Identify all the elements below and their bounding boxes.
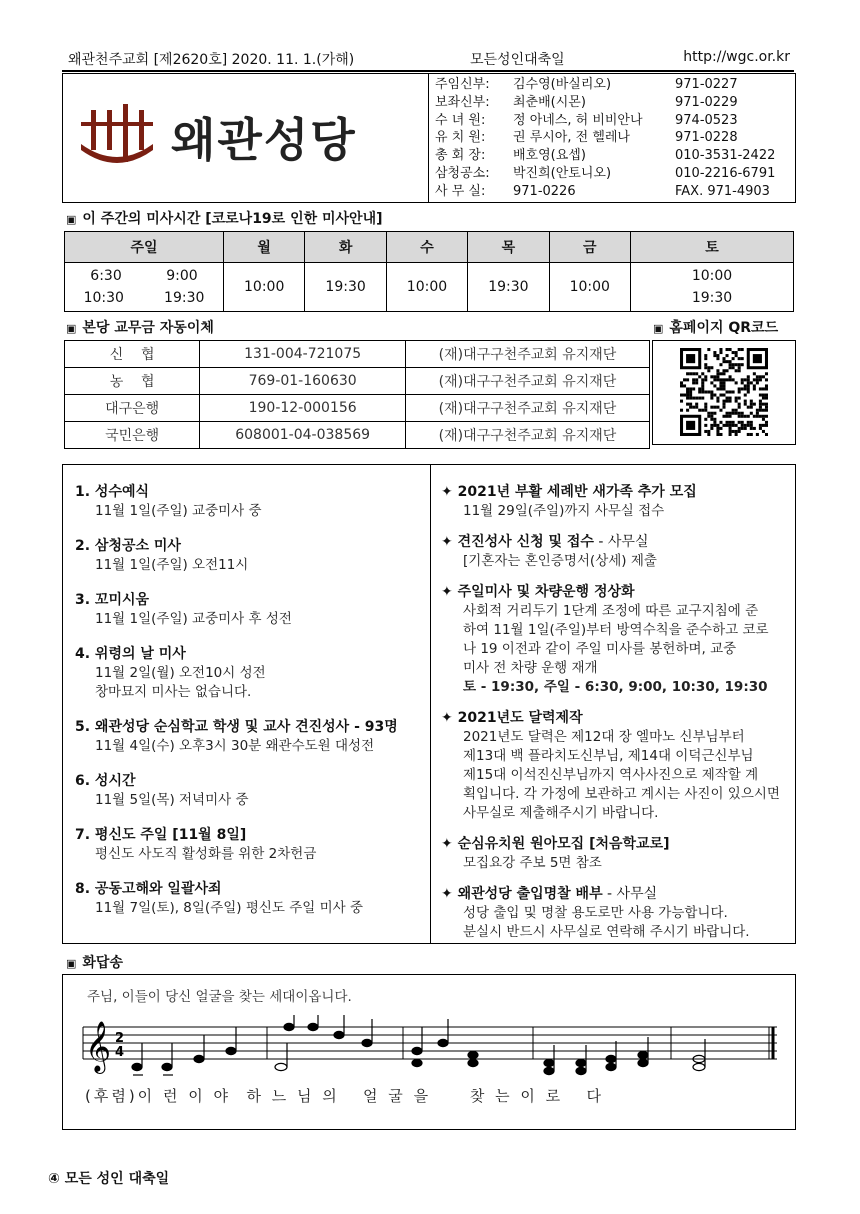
- schedule-item-detail: 창마묘지 미사는 없습니다.: [95, 684, 252, 700]
- schedule-item-title: 4. 위령의 날 미사: [75, 646, 186, 662]
- announcement-title-text: 순심유치원 원아모집 [처음학교로]: [457, 836, 670, 852]
- staff-row: [435, 112, 791, 130]
- parish-name-logo: 왜관성당: [171, 113, 357, 167]
- announcement-detail: 제13대 백 플라치도신부님, 제14대 이덕근신부님: [463, 748, 754, 764]
- schedule-item-title: 5. 왜관성당 순심학교 학생 및 교사 견진성사 - 93명: [75, 719, 398, 735]
- bank-bank: 신 협: [65, 341, 200, 368]
- announcement-title-text: 왜관성당 출입명찰 배부: [457, 886, 603, 902]
- staff-role: 수 녀 원:: [435, 112, 486, 128]
- schedule-item-detail: 11월 2일(월) 오전10시 성전: [95, 665, 266, 681]
- day-thursday: 목: [468, 232, 549, 263]
- bank-account: 608001-04-038569: [200, 422, 406, 449]
- announcements-column: [441, 479, 791, 942]
- staff-phone: 971-0228: [675, 130, 738, 146]
- announcement-item: [441, 885, 791, 942]
- announcement-title-text: 2021년도 달력제작: [457, 710, 583, 726]
- schedule-item-detail: 11월 7일(토), 8일(주일) 평신도 주일 미사 중: [95, 900, 364, 916]
- staff-phone: 010-2216-6791: [675, 165, 776, 181]
- announcement-detail: 사무실로 제출해주시기 바랍니다.: [463, 805, 659, 821]
- schedule-item-detail: 11월 1일(주일) 오전11시: [95, 557, 249, 573]
- announcement-detail: 나 19 이전과 같이 주일 미사를 봉헌하며, 교중: [463, 641, 737, 657]
- bank-bank: 대구은행: [65, 395, 200, 422]
- bank-section-title: ▣ 본당 교무금 자동이체: [66, 320, 214, 336]
- announcement-title: [441, 885, 791, 904]
- issue-header-bar: [62, 46, 794, 72]
- announcement-detail: 제15대 이석진신부님까지 역사사진으로 제작할 계: [463, 767, 759, 783]
- star-bullet-icon: ✦: [441, 710, 458, 726]
- parish-schedule-column: [75, 479, 425, 918]
- schedule-item-title: 1. 성수예식: [75, 484, 150, 500]
- music-staff: [77, 1015, 781, 1085]
- announcement-detail: 성당 출입 및 명찰 용도로만 사용 가능합니다.: [463, 905, 728, 921]
- mass-header-row: [65, 232, 794, 263]
- announcement-title-text: 견진성사 신청 및 접수: [457, 534, 594, 550]
- psalm-box: [62, 974, 796, 1130]
- staff-role: 보좌신부:: [435, 94, 490, 110]
- square-bullet-icon: ▣: [66, 213, 77, 226]
- bank-account: 769-01-160630: [200, 368, 406, 395]
- sunday-times: 6:30 9:00 10:30 19:30: [65, 263, 224, 312]
- psalm-section-title: ▣ 화답송: [66, 955, 123, 971]
- day-sunday: 주일: [65, 232, 224, 263]
- bank-bank: 국민은행: [65, 422, 200, 449]
- announcement-item: [441, 583, 791, 697]
- star-bullet-icon: ✦: [441, 886, 458, 902]
- svg-text:2: 2: [115, 1031, 125, 1046]
- staff-directory: [435, 76, 791, 201]
- star-bullet-icon: ✦: [441, 836, 458, 852]
- announcement-item: [441, 533, 791, 571]
- announcement-detail: 분실시 반드시 사무실로 연락해 주시기 바랍니다.: [463, 924, 750, 940]
- staff-name: 정 아네스, 허 비비안나: [513, 112, 643, 128]
- staff-phone: 971-0227: [675, 77, 738, 92]
- friday-time: 10:00: [549, 263, 630, 312]
- schedule-item: [75, 826, 425, 864]
- schedule-item: [75, 537, 425, 575]
- bank-bank: 농 협: [65, 368, 200, 395]
- schedule-item-detail: 11월 1일(주일) 교중미사 후 성전: [95, 611, 292, 627]
- announcement-title: [441, 709, 791, 728]
- staff-phone: 974-0523: [675, 112, 738, 128]
- bank-row: [65, 368, 650, 395]
- schedule-item: [75, 772, 425, 810]
- day-tuesday: 화: [305, 232, 386, 263]
- column-divider: [430, 465, 431, 943]
- parish-issue-text: 왜관천주교회 [제2620호] 2020. 11. 1.(가해): [68, 52, 355, 68]
- announcement-item: [441, 709, 791, 823]
- bank-row: [65, 422, 650, 449]
- square-bullet-icon: ▣: [653, 322, 664, 335]
- staff-role: 삼청공소:: [435, 165, 490, 181]
- schedule-item: [75, 718, 425, 756]
- schedule-item-title: 3. 꼬미시움: [75, 592, 150, 608]
- schedule-item-title: 2. 삼청공소 미사: [75, 538, 181, 554]
- announcement-detail: 모집요강 주보 5면 참조: [463, 855, 602, 871]
- announcement-detail: 미사 전 차량 운행 재개: [463, 660, 598, 676]
- staff-row: [435, 165, 791, 183]
- monday-time: 10:00: [224, 263, 305, 312]
- homepage-qr-code-icon[interactable]: [679, 348, 769, 436]
- bank-account-table: [64, 340, 650, 449]
- day-saturday: 토: [631, 232, 794, 263]
- announcement-detail: 하여 11월 1일(주일)부터 방역수칙을 준수하고 코로: [463, 622, 769, 638]
- staff-name: 배호영(요셉): [513, 148, 586, 164]
- staff-role: 사 무 실:: [435, 183, 486, 199]
- staff-name: 최춘배(시몬): [513, 94, 586, 110]
- announcement-location: - 사무실: [602, 886, 658, 902]
- square-bullet-icon: ▣: [66, 322, 77, 335]
- staff-phone: 010-3531-2422: [675, 148, 776, 164]
- website-link[interactable]: http://wgc.or.kr: [683, 49, 790, 65]
- staff-row: [435, 76, 791, 94]
- schedule-item-detail: 11월 1일(주일) 교중미사 중: [95, 503, 262, 519]
- staff-name: 김수영(바실리오): [513, 77, 612, 92]
- thursday-time: 19:30: [468, 263, 549, 312]
- schedule-item: [75, 645, 425, 702]
- announcement-title-text: 주일미사 및 차량운행 정상화: [457, 584, 635, 600]
- bank-row: [65, 395, 650, 422]
- staff-name: 971-0226: [513, 183, 576, 199]
- psalm-refrain: (후렴)이 런 이 야 하 느 님 의 얼 굴 을 찾 는 이 로 다: [85, 1087, 604, 1105]
- staff-role: 주임신부:: [435, 77, 490, 92]
- announcement-item: [441, 835, 791, 873]
- day-friday: 금: [549, 232, 630, 263]
- announcement-detail: 2021년도 달력은 제12대 장 엘마노 신부님부터: [463, 729, 745, 745]
- psalm-verse: 주님, 이들이 당신 얼굴을 찾는 세대이옵니다.: [87, 989, 352, 1005]
- schedule-item-detail: 11월 5일(목) 저녁미사 중: [95, 792, 249, 808]
- logo-area: [63, 74, 429, 202]
- staff-role: 총 회 장:: [435, 148, 486, 164]
- star-bullet-icon: ✦: [441, 534, 458, 550]
- notices-panel: [62, 464, 796, 944]
- announcement-title: [441, 533, 791, 552]
- announcement-detail: 획입니다. 각 가정에 보관하고 계시는 사진이 있으시면: [463, 786, 780, 802]
- staff-row: [435, 147, 791, 165]
- announcement-detail: [기혼자는 혼인증명서(상세) 제출: [463, 553, 657, 569]
- square-bullet-icon: ▣: [66, 957, 77, 970]
- mass-time-row: [65, 263, 794, 312]
- bank-row: [65, 341, 650, 368]
- announcement-bold-detail: 토 - 19:30, 주일 - 6:30, 9:00, 10:30, 19:30: [463, 679, 768, 695]
- staff-row: [435, 94, 791, 112]
- announcement-title: [441, 483, 791, 502]
- mass-schedule-table: [64, 231, 794, 312]
- staff-phone: FAX. 971-4903: [675, 183, 770, 199]
- announcement-title-text: 2021년 부활 세례반 새가족 추가 모집: [457, 484, 697, 500]
- tuesday-time: 19:30: [305, 263, 386, 312]
- announcement-title: [441, 583, 791, 602]
- staff-name: 박진희(안토니오): [513, 165, 612, 181]
- schedule-item-title: 7. 평신도 주일 [11월 8일]: [75, 827, 247, 843]
- page-footer: ④ 모든 성인 대축일: [48, 1171, 170, 1187]
- bank-holder: (재)대구구천주교회 유지재단: [406, 422, 650, 449]
- announcement-location: - 사무실: [593, 534, 649, 550]
- schedule-item: [75, 483, 425, 521]
- bank-holder: (재)대구구천주교회 유지재단: [406, 395, 650, 422]
- schedule-item: [75, 591, 425, 629]
- star-bullet-icon: ✦: [441, 484, 458, 500]
- svg-text:𝄞: 𝄞: [85, 1021, 112, 1072]
- qr-code-box: [652, 340, 796, 445]
- star-bullet-icon: ✦: [441, 584, 458, 600]
- schedule-item-detail: 11월 4일(수) 오후3시 30분 왜관수도원 대성전: [95, 738, 375, 754]
- announcement-detail: 11월 29일(주일)까지 사무실 접수: [463, 503, 665, 519]
- feast-title: 모든성인대축일: [470, 52, 565, 68]
- schedule-item-title: 6. 성시간: [75, 773, 136, 789]
- staff-row: [435, 129, 791, 147]
- qr-section-title: ▣ 홈페이지 QR코드: [653, 320, 779, 336]
- announcement-title: [441, 835, 791, 854]
- bank-account: 131-004-721075: [200, 341, 406, 368]
- bank-holder: (재)대구구천주교회 유지재단: [406, 368, 650, 395]
- wednesday-time: 10:00: [386, 263, 467, 312]
- day-monday: 월: [224, 232, 305, 263]
- bank-account: 190-12-000156: [200, 395, 406, 422]
- parish-header: [62, 73, 796, 203]
- schedule-item-title: 8. 공동고해와 일괄사죄: [75, 881, 222, 897]
- day-wednesday: 수: [386, 232, 467, 263]
- staff-role: 유 치 원:: [435, 130, 486, 146]
- announcement-item: [441, 483, 791, 521]
- staff-phone: 971-0229: [675, 94, 738, 110]
- announcement-detail: 사회적 거리두기 1단계 조정에 따른 교구지침에 준: [463, 603, 759, 619]
- saturday-times: 10:00 19:30: [631, 263, 794, 312]
- schedule-item: [75, 880, 425, 918]
- bank-holder: (재)대구구천주교회 유지재단: [406, 341, 650, 368]
- staff-row: [435, 183, 791, 201]
- mass-section-title: ▣ 이 주간의 미사시간 [코로나19로 인한 미사안내]: [66, 211, 383, 227]
- parish-logo-icon: [77, 104, 157, 168]
- schedule-item-detail: 평신도 사도직 활성화를 위한 2차헌금: [95, 846, 317, 862]
- svg-text:4: 4: [115, 1045, 125, 1060]
- staff-name: 권 루시아, 전 헬레나: [513, 130, 630, 146]
